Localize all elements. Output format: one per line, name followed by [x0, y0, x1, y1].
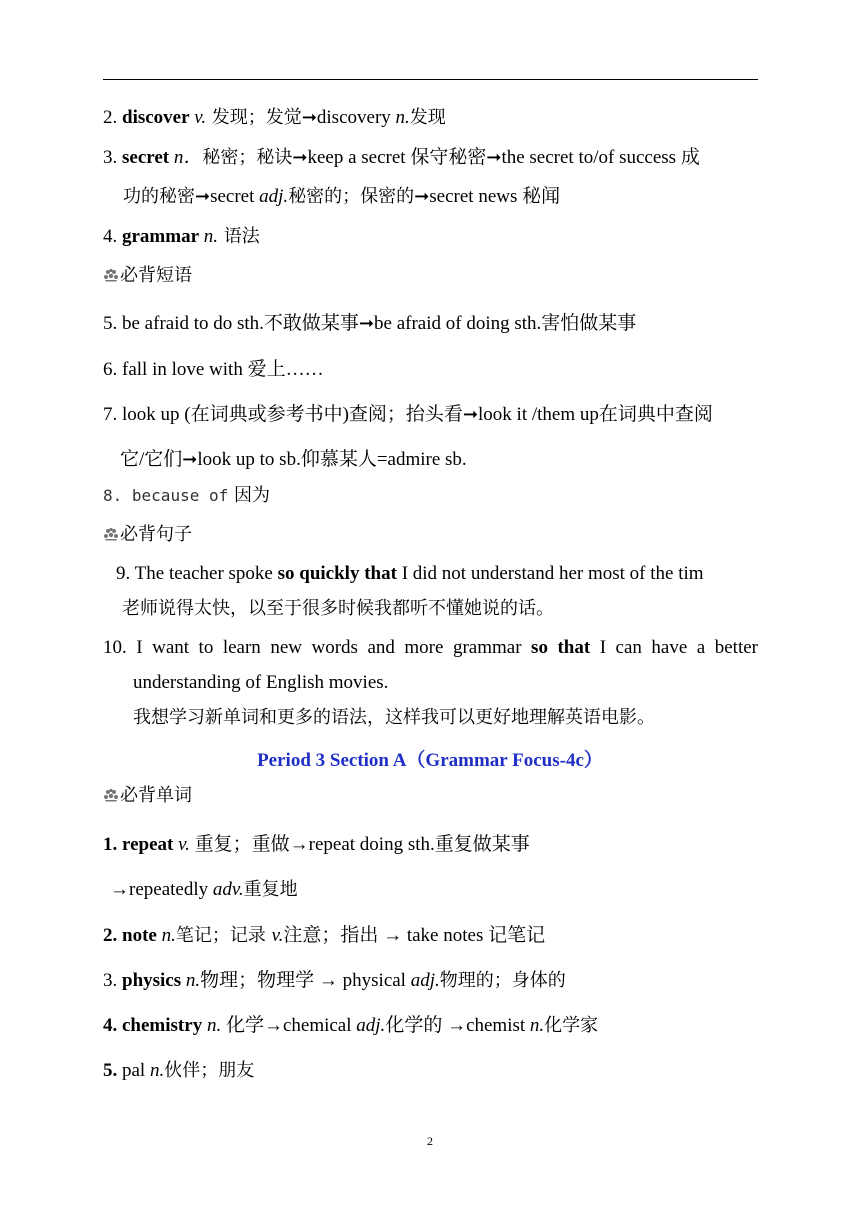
- section-heading-phrases: [103, 264, 192, 288]
- phrase-text: 6. fall in love with 爱上……: [103, 359, 324, 380]
- definition: 发现；发觉: [206, 107, 302, 128]
- word-chemistry: [103, 1014, 598, 1038]
- headword: secret: [122, 147, 170, 168]
- phrase: the secret to/of success 成: [501, 147, 700, 168]
- section-heading-words: [103, 784, 192, 808]
- word-secret-cont: [123, 185, 560, 209]
- arrow-icon: ➞: [195, 186, 211, 207]
- item-number: 3: [103, 970, 113, 991]
- definition: 功的秘密: [123, 186, 195, 207]
- flower-icon: [103, 788, 119, 802]
- sentence-10: [103, 636, 758, 660]
- header-rule: [103, 79, 758, 80]
- part-of-speech: v.: [173, 834, 190, 855]
- item-number: 8.: [103, 486, 132, 505]
- flower-icon: [103, 268, 119, 282]
- headword: note: [122, 925, 157, 946]
- part-of-speech: adj.: [356, 1015, 386, 1036]
- word-note: [103, 924, 545, 948]
- definition: 语法: [218, 226, 260, 247]
- definition: 重复地: [243, 879, 298, 900]
- part-of-speech: n.: [395, 107, 410, 128]
- part-of-speech: n.: [149, 1060, 165, 1081]
- page-number: 2: [427, 1134, 433, 1148]
- arrow-icon: ➞: [486, 147, 502, 168]
- definition: 化学→chemical: [221, 1015, 357, 1036]
- flower-icon: [103, 527, 119, 541]
- definition: 秘密；秘诀: [202, 147, 293, 168]
- word-discover: [103, 106, 446, 130]
- arrow-icon: ➞: [301, 107, 317, 128]
- phrase-text: look it /them up在词典中查阅: [478, 404, 713, 425]
- definition: 物理的；身体的: [439, 970, 566, 991]
- derived-word: discovery: [316, 107, 396, 128]
- derived-word: →repeatedly: [110, 879, 213, 900]
- definition: 秘密的；保密的: [288, 186, 415, 207]
- sentence-10-cont: understanding of English movies.: [133, 672, 389, 693]
- part-of-speech: n.: [156, 925, 176, 946]
- definition: 笔记；记录: [175, 925, 272, 946]
- arrow-icon: ➞: [292, 147, 308, 168]
- headword: pal: [122, 1060, 150, 1081]
- item-number: 2.: [103, 107, 122, 128]
- phrase-5: [103, 312, 636, 336]
- definition: 伙伴；朋友: [164, 1060, 255, 1081]
- word-secret: [103, 146, 700, 170]
- sentence-text: 10. I want to learn new words and more grammar: [103, 637, 532, 658]
- part-of-speech: adj.: [410, 970, 440, 991]
- definition: 重复；重做→repeat doing sth.重复做某事: [189, 834, 530, 855]
- phrase-text: 7. look up (在词典或参考书中)查阅；抬头看: [103, 404, 463, 425]
- sentence-9: [116, 562, 704, 586]
- phrase-6: [103, 358, 324, 382]
- phrase-text: 5. be afraid to do sth.不敢做某事: [103, 313, 359, 334]
- section-heading-sentences: [103, 523, 192, 547]
- phrase-7: [103, 403, 713, 427]
- key-structure: so that: [531, 637, 591, 658]
- part-of-speech: n.: [202, 1015, 222, 1036]
- item-number: 5.: [103, 1060, 122, 1081]
- headword: discover: [122, 107, 190, 128]
- definition: 发现: [409, 107, 446, 128]
- heading-text: 必背单词: [120, 785, 192, 806]
- headword: grammar: [122, 226, 200, 247]
- phrase-8: [103, 484, 270, 508]
- part-of-speech: v.: [189, 107, 207, 128]
- word-grammar: [103, 225, 260, 249]
- part-of-speech: adv.: [212, 879, 244, 900]
- derived-word: secret: [210, 186, 260, 207]
- word-repeat: [103, 833, 530, 857]
- sentence-10-translation: 我想学习新单词和更多的语法，这样我可以更好地理解英语电影。: [133, 707, 655, 728]
- arrow-icon: ➞: [462, 404, 479, 425]
- arrow-icon: ➞: [182, 449, 198, 470]
- arrow-icon: ➞: [358, 313, 375, 334]
- definition: 因为: [228, 485, 270, 506]
- phrase-text: because of: [131, 486, 229, 505]
- item-number: 2.: [103, 925, 122, 946]
- phrase-text: 它/它们: [120, 449, 183, 470]
- phrase-7-cont: [120, 448, 467, 472]
- word-pal: [103, 1059, 254, 1083]
- part-of-speech: n.: [181, 970, 201, 991]
- sentence-text: I did not understand her most of the tim: [396, 563, 704, 584]
- item-number: 4.: [103, 226, 122, 247]
- key-structure: so quickly that: [277, 563, 397, 584]
- word-physics: [103, 969, 566, 993]
- heading-text: 必背短语: [120, 265, 192, 286]
- definition: 化学家: [544, 1015, 599, 1036]
- headword: chemistry: [122, 1015, 203, 1036]
- phrase-text: be afraid of doing sth.害怕做某事: [374, 313, 637, 334]
- sentence-text: I can have a better: [590, 637, 758, 658]
- part-of-speech: n．: [169, 147, 203, 168]
- heading-text: 必背句子: [120, 524, 192, 545]
- definition: 注意；指出 → take notes 记笔记: [283, 925, 546, 946]
- item-number: 4.: [103, 1015, 122, 1036]
- word-repeat-cont: [110, 878, 298, 902]
- part-of-speech: n.: [529, 1015, 545, 1036]
- headword: physics: [122, 970, 182, 991]
- item-number: 1.: [103, 834, 122, 855]
- phrase: keep a secret 保守秘密: [307, 147, 487, 168]
- part-of-speech: n.: [199, 226, 219, 247]
- phrase-text: look up to sb.仰慕某人=admire sb.: [197, 449, 467, 470]
- part-of-speech: v.: [271, 925, 284, 946]
- definition: 物理；物理学 → physical: [200, 970, 411, 991]
- period-title: Period 3 Section A（Grammar Focus-4c）: [257, 750, 603, 771]
- sentence-text: 9. The teacher spoke: [116, 563, 278, 584]
- phrase: secret news 秘闻: [429, 186, 561, 207]
- item-number: 3.: [103, 147, 122, 168]
- headword: repeat: [122, 834, 174, 855]
- part-of-speech: adj.: [259, 186, 289, 207]
- item-dot: .: [112, 970, 122, 991]
- sentence-9-translation: 老师说得太快，以至于很多时候我都听不懂她说的话。: [122, 598, 554, 619]
- definition: 化学的 →chemist: [385, 1015, 530, 1036]
- arrow-icon: ➞: [414, 186, 430, 207]
